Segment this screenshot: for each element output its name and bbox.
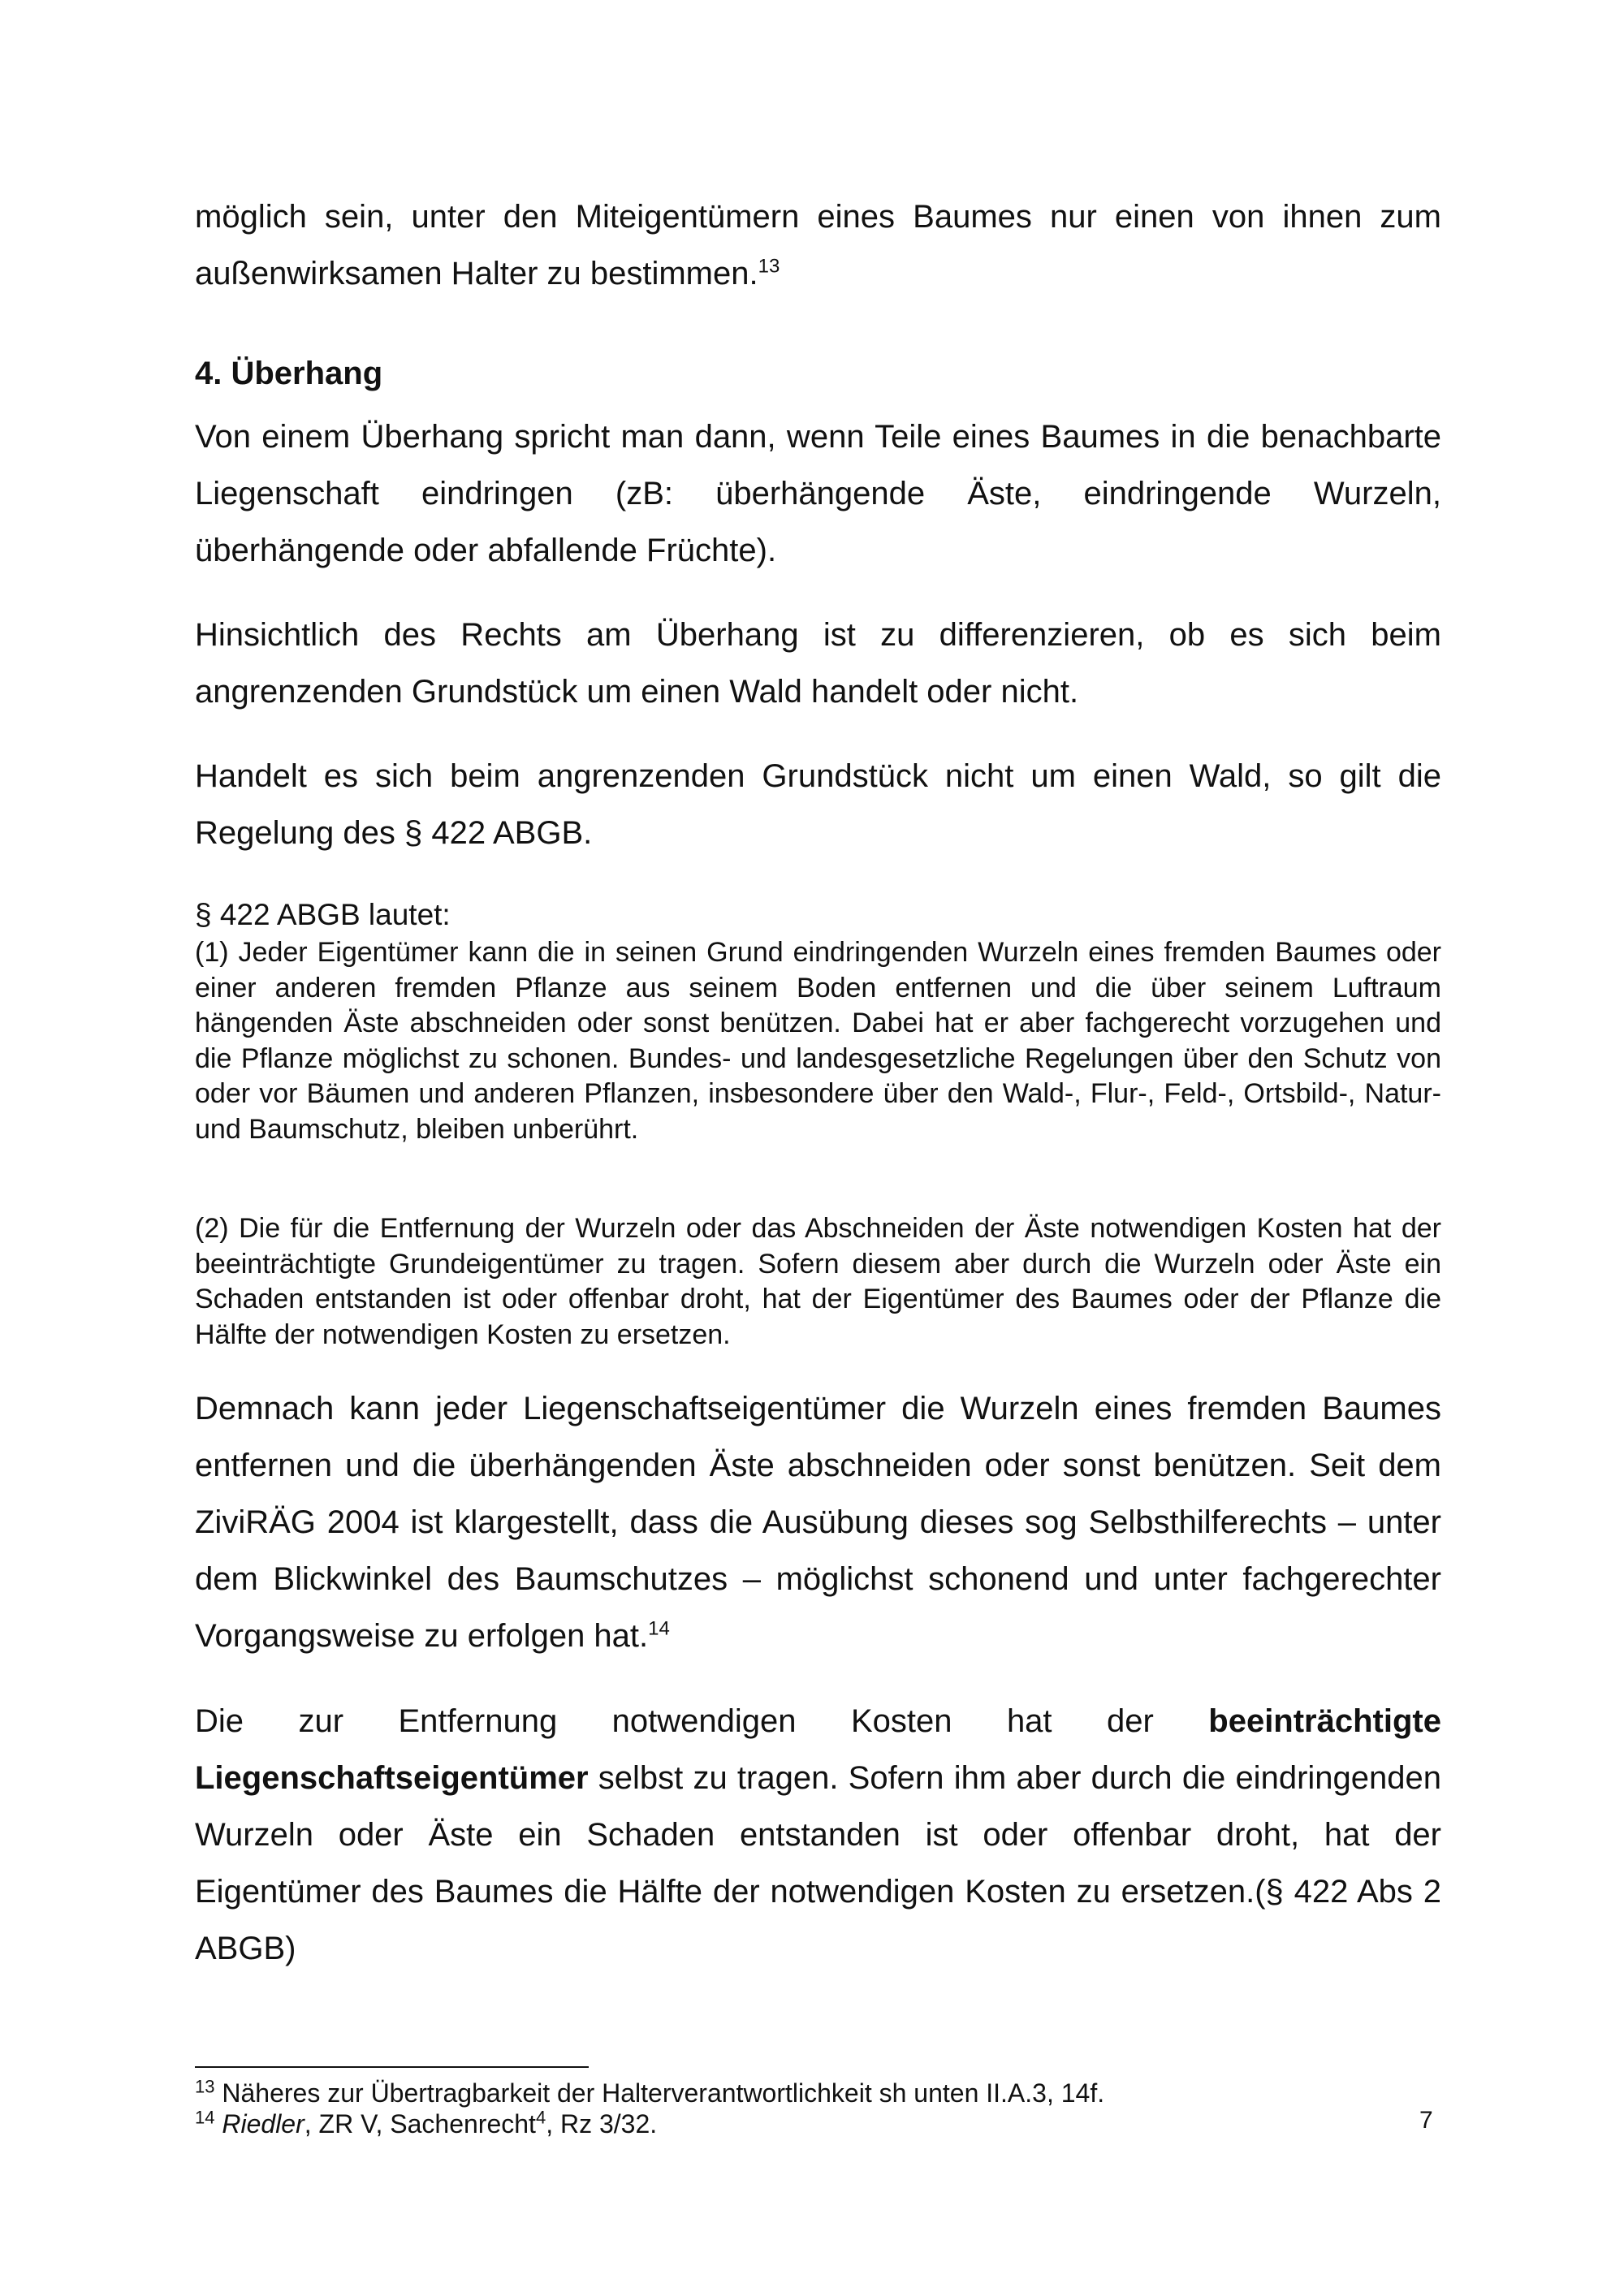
paragraph-differenzierung: Hinsichtlich des Rechts am Überhang ist zu differenzieren, ob es sich beim angrenzenden Grundstück um einen Wald handelt oder nicht. — [195, 617, 1441, 710]
intro-paragraph: möglich sein, unter den Miteigentümern eines Baumes nur einen von ihnen zum außenwirksamen Halter zu bestimmen.$^{13}$ — [195, 199, 1441, 291]
footnote-separator — [195, 2066, 589, 2068]
paragraph-demnach: Demnach kann jeder Liegenschaftseigentümer die Wurzeln eines fremden Baumes entfernen und die überhängenden Äste abschneiden oder sonst benützen. Seit dem ZiviRÄG 2004 ist klargestellt, dass die Ausübung dieses sog Selbsthilferechts – unter dem Blickwinkel des Baumschutzes – möglichst schonend und unter fachgerechter Vorgangsweise zu erfolgen hat.$^{14}$ — [195, 1391, 1441, 1654]
section-heading: 4. Überhang — [195, 356, 383, 391]
footnote-14: $^{14}$ Riedler, ZR V, Sachenrecht$^4$, Rz 3/32. — [195, 2107, 658, 2138]
paragraph-kosten: Die zur Entfernung notwendigen Kosten hat der beeinträchtigte Liegenschaftseigentümer selbst zu tragen. Sofern ihm aber durch die eindringenden Wurzeln oder Äste ein Schaden entstanden ist oder offenbar droht, hat der Eigentümer des Baumes die Hälfte der notwendigen Kosten zu ersetzen.(§ 422 Abs 2 ABGB) — [195, 1703, 1441, 1966]
page-number: 7 — [1419, 2107, 1433, 2134]
footnote-13: $^{13}$ Näheres zur Übertragbarkeit der Halterverantwortlichkeit sh unten II.A.3, 14f. — [195, 2076, 1105, 2108]
footnote-number: 13 — [195, 2076, 215, 2097]
paragraph-ueberhang-definition: Von einem Überhang spricht man dann, wenn Teile eines Baumes in die benachbarte Liegenschaft eindringen (zB: überhängende Äste, eindringende Wurzeln, überhängende oder abfallende Früchte). — [195, 419, 1441, 568]
footnote-author: Riedler — [222, 2109, 304, 2138]
footnote-ref-13[interactable]: 13 — [758, 255, 780, 278]
quote-absatz-2: (2) Die für die Entfernung der Wurzeln oder das Abschneiden der Äste notwendigen Kosten hat der beeinträchtigte Grundeigentümer zu tragen. Sofern diesem aber durch die Wurzeln oder Äste ein Schaden entstanden ist oder offenbar droht, hat der Eigentümer des Baumes oder der Pflanze die Hälfte der notwendigen Kosten zu ersetzen. — [195, 1213, 1441, 1350]
paragraph-regelung: Handelt es sich beim angrenzenden Grundstück nicht um einen Wald, so gilt die Regelung des § 422 ABGB. — [195, 758, 1441, 851]
footnote-number: 14 — [195, 2107, 215, 2128]
quote-title: § 422 ABGB lautet: — [195, 898, 451, 931]
footnote-ref-14[interactable]: 14 — [648, 1617, 670, 1640]
bold-emphasis: beeinträchtigte Liegenschaftseigentümer — [195, 1703, 1441, 1796]
edition-superscript: 4 — [535, 2107, 546, 2128]
quote-absatz-1: (1) Jeder Eigentümer kann die in seinen Grund eindringenden Wurzeln eines fremden Baumes oder einer anderen fremden Pflanze aus seinem Boden entfernen und die über seinem Luftraum hängenden Äste abschneiden oder sonst benützen. Dabei hat er aber fachgerecht vorzugehen und die Pflanze möglichst zu schonen. Bundes- und landesgesetzliche Regelungen über den Schutz von oder vor Bäumen und anderen Pflanzen, insbesondere über den Wald-, Flur-, Feld-, Ortsbild-, Natur- und Baumschutz, bleiben unberührt. — [195, 937, 1441, 1145]
